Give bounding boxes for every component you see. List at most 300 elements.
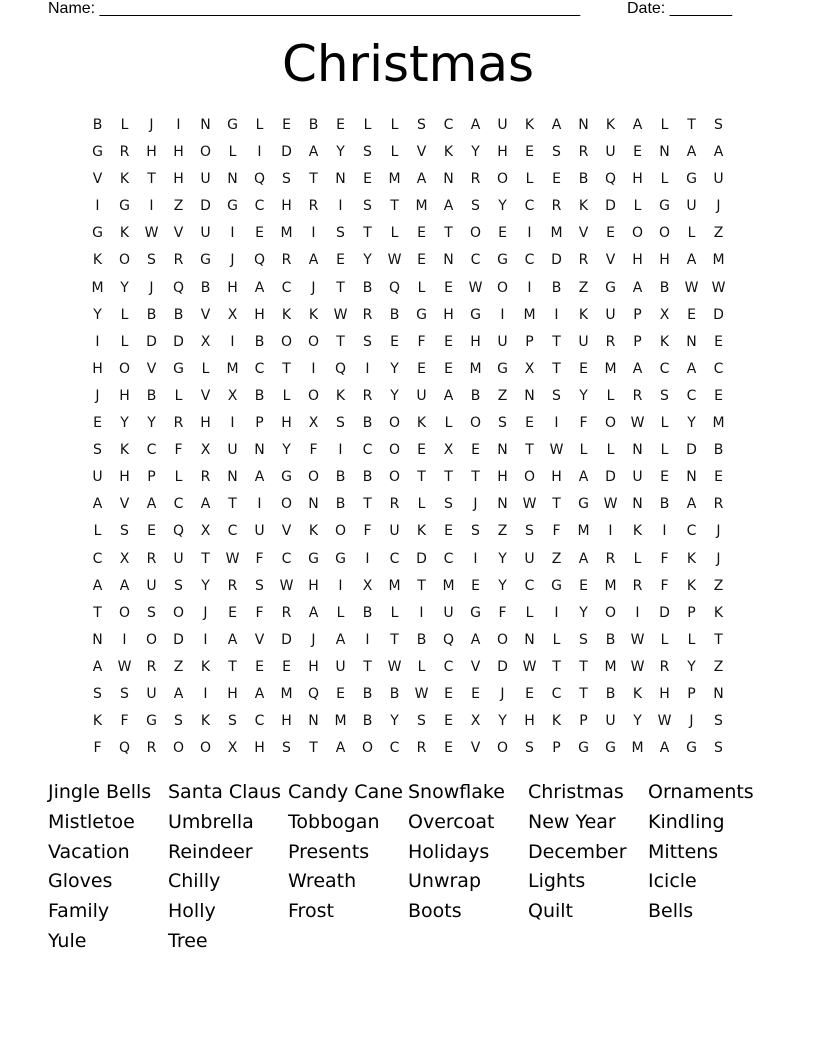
grid-letter: T [579, 658, 588, 675]
grid-letter: G [416, 306, 427, 323]
grid-letter: E [579, 360, 588, 377]
grid-letter: H [173, 144, 184, 161]
grid-letter: S [363, 333, 372, 350]
grid-row [84, 735, 732, 762]
grid-letter: X [200, 442, 211, 459]
grid-letter: B [362, 469, 373, 486]
grid-letter: L [606, 387, 615, 404]
grid-letter: F [660, 577, 669, 594]
grid-letter: E [417, 225, 426, 242]
grid-letter: E [471, 577, 480, 594]
grid-letter: B [551, 279, 562, 296]
grid-letter: B [362, 415, 373, 432]
grid-letter: N [227, 171, 238, 188]
grid-letter: Z [173, 198, 184, 215]
grid-letter: V [578, 225, 589, 242]
grid-letter: X [119, 550, 130, 567]
word-bank-item: Mistletoe [48, 810, 135, 833]
grid-row [84, 112, 732, 139]
grid-letter: L [633, 198, 642, 215]
grid-letter: Y [390, 387, 399, 404]
grid-letter: R [308, 198, 319, 215]
grid-letter: E [714, 333, 723, 350]
grid-letter: A [308, 604, 319, 621]
grid-letter: E [255, 658, 264, 675]
grid-letter: B [92, 117, 103, 133]
grid-letter: L [390, 117, 399, 133]
grid-letter: Q [253, 252, 266, 269]
grid-letter: I [176, 117, 181, 133]
grid-letter: C [551, 685, 562, 702]
grid-letter: R [551, 198, 562, 215]
grid-letter: G [497, 360, 508, 377]
grid-letter: I [311, 225, 316, 242]
grid-letter: T [444, 225, 453, 242]
grid-letter: L [660, 117, 669, 133]
grid-letter: L [390, 604, 399, 621]
word-bank-item: Jingle Bells [48, 781, 152, 803]
grid-letter: M [226, 360, 239, 377]
grid-row [84, 139, 732, 166]
grid-letter: H [119, 387, 130, 404]
grid-letter: E [444, 685, 453, 702]
grid-letter: I [500, 306, 505, 323]
grid-letter: W [630, 415, 645, 432]
grid-letter: G [578, 496, 589, 513]
grid-letter: H [659, 252, 670, 269]
grid-letter: O [307, 469, 320, 486]
grid-letter: H [281, 415, 292, 432]
grid-letter: W [711, 279, 726, 296]
grid-letter: R [362, 306, 373, 323]
grid-letter: G [686, 171, 697, 188]
grid-letter: K [200, 713, 211, 730]
grid-letter: U [686, 198, 697, 215]
grid-letter: P [633, 306, 642, 323]
grid-letter: G [605, 740, 616, 757]
grid-letter: Y [471, 144, 480, 161]
grid-letter: W [630, 631, 645, 648]
grid-letter: F [174, 442, 183, 459]
grid-letter: B [362, 279, 373, 296]
grid-letter: T [552, 333, 561, 350]
grid-letter: B [173, 306, 184, 323]
grid-letter: F [120, 713, 129, 730]
grid-letter: T [228, 658, 237, 675]
grid-letter: D [146, 333, 157, 350]
grid-letter: Z [497, 387, 508, 404]
grid-letter: I [95, 333, 100, 350]
grid-letter: I [473, 550, 478, 567]
grid-letter: F [417, 333, 426, 350]
grid-letter: V [605, 252, 616, 269]
grid-letter: V [92, 171, 103, 188]
grid-letter: T [228, 496, 237, 513]
word-bank [48, 778, 768, 957]
grid-letter: A [335, 631, 346, 648]
grid-letter: Q [172, 279, 185, 296]
grid-letter: I [95, 198, 100, 215]
grid-letter: V [200, 387, 211, 404]
grid-letter: R [416, 740, 427, 757]
grid-letter: L [552, 631, 561, 648]
grid-letter: O [658, 225, 671, 242]
grid-letter: I [365, 550, 370, 567]
grid-letter: S [147, 604, 156, 621]
grid-letter: L [660, 442, 669, 459]
grid-letter: K [551, 713, 562, 730]
grid-letter: N [308, 713, 319, 730]
grid-letter: I [257, 496, 262, 513]
grid-letter: F [93, 740, 102, 757]
grid-letter: A [632, 360, 643, 377]
grid-letter: J [311, 631, 316, 648]
grid-letter: L [417, 658, 426, 675]
grid-letter: X [227, 387, 238, 404]
grid-letter: P [255, 415, 264, 432]
grid-letter: P [633, 333, 642, 350]
grid-letter: O [604, 415, 617, 432]
grid-letter: H [227, 279, 238, 296]
grid-letter: Y [282, 442, 291, 459]
grid-letter: K [632, 685, 643, 702]
grid-letter: G [92, 225, 103, 242]
grid-letter: E [660, 469, 669, 486]
grid-letter: S [363, 198, 372, 215]
grid-letter: C [389, 740, 400, 757]
grid-letter: G [281, 469, 292, 486]
grid-letter: B [659, 496, 670, 513]
grid-letter: I [338, 198, 343, 215]
grid-letter: I [149, 198, 154, 215]
grid-row [84, 329, 732, 356]
grid-letter: X [470, 713, 481, 730]
grid-letter: X [362, 577, 373, 594]
grid-letter: B [605, 685, 616, 702]
grid-letter: T [93, 604, 102, 621]
grid-letter: N [227, 469, 238, 486]
grid-letter: S [552, 387, 561, 404]
grid-letter: U [524, 550, 535, 567]
grid-letter: R [605, 333, 616, 350]
grid-letter: H [443, 306, 454, 323]
grid-letter: H [146, 144, 157, 161]
grid-letter: G [308, 550, 319, 567]
grid-letter: K [281, 306, 292, 323]
grid-letter: N [578, 117, 589, 133]
grid-letter: C [389, 550, 400, 567]
grid-letter: D [173, 631, 184, 648]
word-bank-item: Lights [528, 870, 586, 893]
grid-letter: O [361, 740, 374, 757]
grid-letter: A [686, 252, 697, 269]
grid-letter: P [147, 469, 156, 486]
grid-letter: D [173, 333, 184, 350]
grid-letter: A [578, 550, 589, 567]
grid-letter: B [146, 306, 157, 323]
grid-letter: W [468, 279, 483, 296]
grid-letter: G [119, 198, 130, 215]
grid-letter: L [687, 631, 696, 648]
grid-row [84, 708, 732, 735]
grid-letter: V [416, 144, 427, 161]
grid-letter: A [200, 496, 211, 513]
grid-letter: K [578, 306, 589, 323]
grid-letter: A [470, 117, 481, 133]
word-bank-item: Holly [168, 900, 216, 923]
grid-letter: Y [336, 144, 345, 161]
grid-letter: J [473, 496, 478, 513]
grid-letter: E [444, 740, 453, 757]
grid-letter: M [604, 360, 617, 377]
grid-letter: A [92, 496, 103, 513]
grid-letter: E [525, 415, 534, 432]
grid-letter: A [686, 360, 697, 377]
grid-letter: G [227, 198, 238, 215]
grid-letter: T [714, 631, 723, 648]
grid-letter: E [93, 415, 102, 432]
grid-letter: G [335, 550, 346, 567]
grid-letter: D [713, 306, 724, 323]
grid-letter: R [659, 658, 670, 675]
grid-letter: F [309, 442, 318, 459]
grid-letter: C [254, 360, 265, 377]
grid-letter: C [686, 387, 697, 404]
grid-letter: L [174, 469, 183, 486]
grid-letter: V [470, 658, 481, 675]
grid-letter: R [578, 252, 589, 269]
grid-letter: O [469, 225, 482, 242]
grid-letter: D [416, 550, 427, 567]
word-bank-item: Gloves [48, 870, 113, 893]
grid-letter: C [524, 577, 535, 594]
grid-letter: C [254, 713, 265, 730]
grid-letter: S [336, 415, 345, 432]
word-bank-item: Icicle [648, 870, 697, 893]
grid-letter: C [524, 198, 535, 215]
grid-letter: S [282, 740, 291, 757]
grid-letter: I [554, 415, 559, 432]
grid-letter: U [227, 442, 238, 459]
grid-letter: S [282, 171, 291, 188]
grid-letter: B [470, 387, 481, 404]
grid-letter: E [444, 360, 453, 377]
grid-letter: K [578, 198, 589, 215]
grid-letter: X [524, 360, 535, 377]
grid-letter: X [227, 740, 238, 757]
grid-letter: L [660, 415, 669, 432]
grid-letter: B [389, 685, 400, 702]
grid-letter: O [469, 415, 482, 432]
grid-letter: N [659, 144, 670, 161]
grid-letter: H [632, 171, 643, 188]
grid-letter: H [524, 713, 535, 730]
grid-letter: L [255, 117, 264, 133]
grid-letter: S [174, 713, 183, 730]
word-bank-item: Santa Claus [168, 781, 282, 803]
grid-letter: T [525, 442, 534, 459]
grid-letter: T [309, 740, 318, 757]
grid-letter: D [281, 631, 292, 648]
grid-letter: C [524, 252, 535, 269]
grid-letter: E [255, 225, 264, 242]
grid-letter: T [282, 360, 291, 377]
grid-letter: D [605, 198, 616, 215]
word-bank-item: Boots [408, 900, 462, 923]
grid-letter: K [713, 604, 724, 621]
grid-letter: A [659, 740, 670, 757]
grid-letter: S [714, 713, 723, 730]
grid-letter: A [173, 685, 184, 702]
grid-row [84, 410, 732, 437]
grid-letter: B [254, 333, 265, 350]
word-bank-item: Christmas [528, 781, 624, 803]
grid-letter: S [579, 631, 588, 648]
grid-letter: B [146, 387, 157, 404]
word-bank-item: Tobbogan [288, 810, 380, 833]
grid-letter: B [659, 279, 670, 296]
grid-letter: D [200, 198, 211, 215]
grid-letter: Y [93, 306, 102, 323]
grid-row [84, 383, 732, 410]
grid-letter: T [363, 496, 372, 513]
grid-letter: P [552, 740, 561, 757]
grid-letter: O [334, 523, 347, 540]
grid-letter: I [527, 279, 532, 296]
grid-letter: I [527, 225, 532, 242]
grid-letter: G [146, 713, 157, 730]
grid-letter: R [119, 144, 130, 161]
grid-letter: B [713, 442, 724, 459]
grid-letter: C [443, 550, 454, 567]
grid-letter: C [443, 658, 454, 675]
grid-letter: I [338, 577, 343, 594]
grid-letter: L [390, 144, 399, 161]
grid-letter: A [686, 496, 697, 513]
grid-letter: T [579, 685, 588, 702]
word-bank-item: Snowflake [408, 781, 505, 803]
grid-letter: U [605, 713, 616, 730]
grid-letter: A [308, 252, 319, 269]
grid-letter: E [471, 685, 480, 702]
grid-letter: L [363, 117, 372, 133]
grid-letter: B [389, 306, 400, 323]
grid-letter: A [632, 117, 643, 133]
grid-letter: C [92, 550, 103, 567]
word-bank-item: Umbrella [168, 810, 254, 833]
grid-letter: I [203, 685, 208, 702]
word-bank-item: Wreath [288, 870, 357, 893]
grid-row [84, 193, 732, 220]
grid-letter: R [605, 550, 616, 567]
word-bank-item: Kindling [648, 810, 725, 833]
grid-letter: A [578, 469, 589, 486]
grid-letter: N [632, 496, 643, 513]
grid-letter: C [713, 360, 724, 377]
grid-letter: A [551, 117, 562, 133]
grid-letter: C [227, 523, 238, 540]
grid-letter: L [282, 387, 291, 404]
grid-letter: Z [713, 225, 724, 242]
grid-letter: U [497, 117, 508, 133]
grid-letter: N [200, 117, 211, 133]
grid-letter: W [414, 685, 429, 702]
grid-letter: D [551, 252, 562, 269]
grid-letter: U [146, 577, 157, 594]
grid-letter: K [632, 523, 643, 540]
grid-letter: O [388, 469, 401, 486]
grid-letter: K [119, 171, 130, 188]
grid-letter: W [225, 550, 240, 567]
word-bank-item: Ornaments [648, 781, 754, 803]
grid-letter: Q [334, 360, 347, 377]
grid-letter: Q [118, 740, 131, 757]
grid-letter: E [147, 523, 156, 540]
grid-letter: G [497, 252, 508, 269]
grid-letter: I [365, 360, 370, 377]
grid-letter: K [119, 225, 130, 242]
word-bank-item: Candy Cane [288, 781, 403, 803]
grid-letter: E [714, 469, 723, 486]
grid-letter: X [200, 333, 211, 350]
grid-letter: G [200, 252, 211, 269]
grid-letter: D [686, 442, 697, 459]
grid-letter: I [662, 523, 667, 540]
grid-letter: U [200, 171, 211, 188]
grid-letter: E [444, 523, 453, 540]
grid-letter: E [282, 117, 291, 133]
grid-letter: W [387, 658, 402, 675]
grid-letter: R [200, 469, 211, 486]
grid-letter: T [363, 225, 372, 242]
grid-letter: N [713, 685, 724, 702]
grid-letter: N [335, 171, 346, 188]
word-bank-item: Bells [648, 900, 694, 923]
grid-letter: Z [713, 658, 724, 675]
grid-letter: M [442, 577, 455, 594]
grid-letter: Q [388, 279, 401, 296]
grid-letter: G [470, 306, 481, 323]
grid-letter: L [228, 144, 237, 161]
grid-row [84, 247, 732, 274]
grid-letter: C [281, 279, 292, 296]
grid-letter: C [146, 442, 157, 459]
grid-letter: U [497, 333, 508, 350]
grid-letter: K [335, 387, 346, 404]
grid-letter: E [444, 279, 453, 296]
grid-letter: S [174, 577, 183, 594]
grid-letter: L [417, 496, 426, 513]
grid-letter: X [227, 306, 238, 323]
word-bank-item: Reindeer [168, 840, 253, 863]
grid-letter: N [686, 333, 697, 350]
grid-letter: G [578, 740, 589, 757]
word-bank-item: Overcoat [408, 810, 495, 833]
grid-letter: J [311, 279, 316, 296]
word-bank-item: Frost [288, 900, 334, 923]
grid-letter: O [307, 387, 320, 404]
grid-letter: H [281, 198, 292, 215]
grid-letter: N [524, 631, 535, 648]
grid-letter: O [496, 631, 509, 648]
grid-letter: M [388, 577, 401, 594]
grid-letter: N [443, 171, 454, 188]
grid-letter: K [119, 442, 130, 459]
grid-letter: O [388, 442, 401, 459]
grid-letter: X [443, 442, 454, 459]
grid-letter: Z [713, 577, 724, 594]
grid-letter: H [92, 360, 103, 377]
